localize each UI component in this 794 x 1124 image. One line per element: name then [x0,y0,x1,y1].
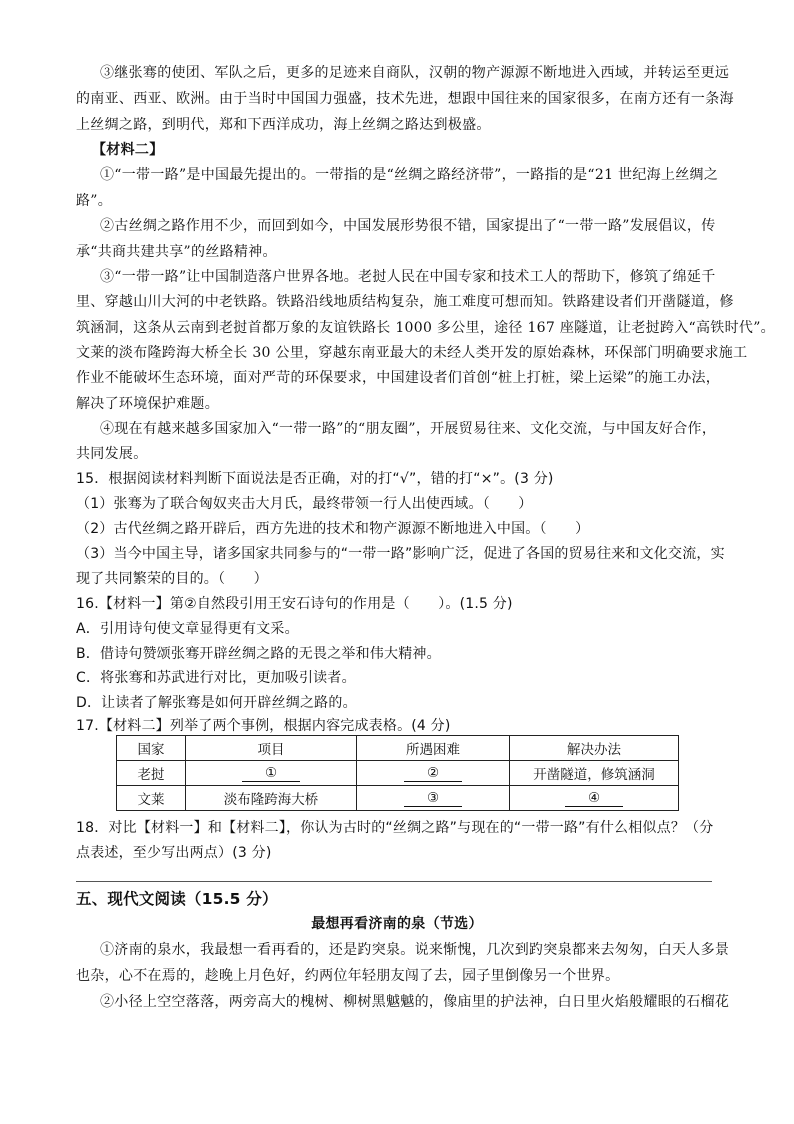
q16-option-b: B．借诗句赞颂张骞开辟丝绸之路的无畏之举和伟大精神。 [76,646,441,662]
table-cell-country: 文莱 [117,786,186,811]
table-header-cell: 所遇困难 [357,736,510,761]
material2-p4-line1: ④现在有越来越多国家加入“一带一路”的“朋友圈”，开展贸易往来、文化交流，与中国友好合作， [100,421,717,437]
q15-stem: 15．根据阅读材料判断下面说法是否正确，对的打“√”，错的打“×”。(3 分) [76,471,554,487]
article-title: 最想再看济南的泉（节选） [311,916,483,932]
q16-option-d: D．让读者了解张骞是如何开辟丝绸之路的。 [76,695,357,711]
q16-option-c: C．将张骞和苏武进行对比，更加吸引读者。 [76,670,356,686]
section-divider [76,881,712,882]
table-cell-solution: 开凿隧道，修筑涵洞 [510,761,679,786]
q18-line1: 18．对比【材料一】和【材料二】，你认为古时的“丝绸之路”与现在的“一带一路”有什么相似点？（分 [76,820,714,836]
q15-item3-line1: （3）当今中国主导，诸多国家共同参与的“一带一路”影响广泛，促进了各国的贸易往来和文化交流，实 [76,546,725,562]
table-header-cell: 解决办法 [510,736,679,761]
material2-p1-line1: ①“一带一路”是中国最先提出的。一带指的是“丝绸之路经济带”，一路指的是“21 世纪海上丝绸之 [100,167,719,183]
article-p1-line2: 也杂，心不在焉的，趁晚上月色好，约两位年轻朋友闯了去，园子里倒像另一个世界。 [76,968,620,984]
q16-stem: 16.【材料一】第②自然段引用王安石诗句的作用是（ ）。(1.5 分) [76,596,513,612]
answer-blank[interactable]: ④ [565,790,623,807]
article-p2-line1: ②小径上空空落落，两旁高大的槐树、柳树黑魆魆的，像庙里的护法神，白日里火焰般耀眼的石榴花 [100,994,730,1010]
table-cell-project: 淡布隆跨海大桥 [186,786,357,811]
q15-item3-line2: 现了共同繁荣的目的。（ ） [76,571,268,587]
material2-p2-line2: 承“共商共建共享”的丝路精神。 [76,244,277,260]
q15-item1: （1）张骞为了联合匈奴夹击大月氏，最终带领一行人出使西域。（ ） [76,496,533,512]
material2-p3-line6: 解决了环境保护难题。 [76,396,219,412]
q16-option-a: A．引用诗句使文章显得更有文采。 [76,621,299,637]
q17-stem: 17.【材料二】列举了两个事例，根据内容完成表格。(4 分) [76,718,451,734]
material2-p3-line1: ③“一带一路”让中国制造落户世界各地。老挝人民在中国专家和技术工人的帮助下，修筑了绵延千 [100,269,716,285]
material2-p3-line4: 文莱的淡布隆跨海大桥全长 30 公里，穿越东南亚最大的未经人类开发的原始森林，环保部门明确要求施工 [76,345,748,361]
table-header-cell: 项目 [186,736,357,761]
material2-heading: 【材料二】 [92,142,164,158]
section5-heading: 五、现代文阅读（15.5 分） [76,890,278,908]
material1-p3-line1: ③继张骞的使团、军队之后，更多的足迹来自商队，汉朝的物产源源不断地进入西域，并转运至更远 [100,65,730,81]
material1-p3-line2: 的南亚、西亚、欧洲。由于当时中国国力强盛，技术先进，想跟中国往来的国家很多，在南方还有一条海 [76,91,734,107]
table-cell-difficulty [357,761,510,786]
article-p1-line1: ①济南的泉水，我最想一看再看的，还是趵突泉。说来惭愧，几次到趵突泉都来去匆匆，白天人多景 [100,942,730,958]
q15-item2: （2）古代丝绸之路开辟后，西方先进的技术和物产源源不断地进入中国。（ ） [76,521,590,537]
table-header-row [117,736,679,761]
material2-p3-line3: 筑涵洞，这条从云南到老挝首都万象的友谊铁路长 1000 多公里，途径 167 座隧道，让老挝跨入“高铁时代”。 [76,320,775,336]
material2-p3-line5: 作业不能破坏生态环境，面对严苛的环保要求，中国建设者们首创“桩上打桩，梁上运梁”的施工办法， [76,370,721,386]
answer-blank[interactable]: ② [404,765,462,782]
q18-line2: 点表述，至少写出两点）(3 分) [76,845,272,861]
answer-blank[interactable]: ③ [404,790,462,807]
table-cell-solution [510,786,679,811]
answer-blank[interactable]: ① [242,765,300,782]
table-cell-country: 老挝 [117,761,186,786]
material2-p4-line2: 共同发展。 [76,446,148,462]
material2-p2-line1: ②古丝绸之路作用不少，而回到如今，中国发展形势很不错，国家提出了“一带一路”发展倡议，传 [100,218,716,234]
table-row [117,786,679,811]
material2-p3-line2: 里、穿越山川大河的中老铁路。铁路沿线地质结构复杂，施工难度可想而知。铁路建设者们开凿隧道，修 [76,294,734,310]
table-cell-difficulty [357,786,510,811]
q17-table [116,735,679,811]
table-header-cell: 国家 [117,736,186,761]
material2-p1-line2: 路”。 [76,193,113,209]
material1-p3-line3: 上丝绸之路，到明代，郑和下西洋成功，海上丝绸之路达到极盛。 [76,117,491,133]
table-row [117,761,679,786]
table-cell-project [186,761,357,786]
